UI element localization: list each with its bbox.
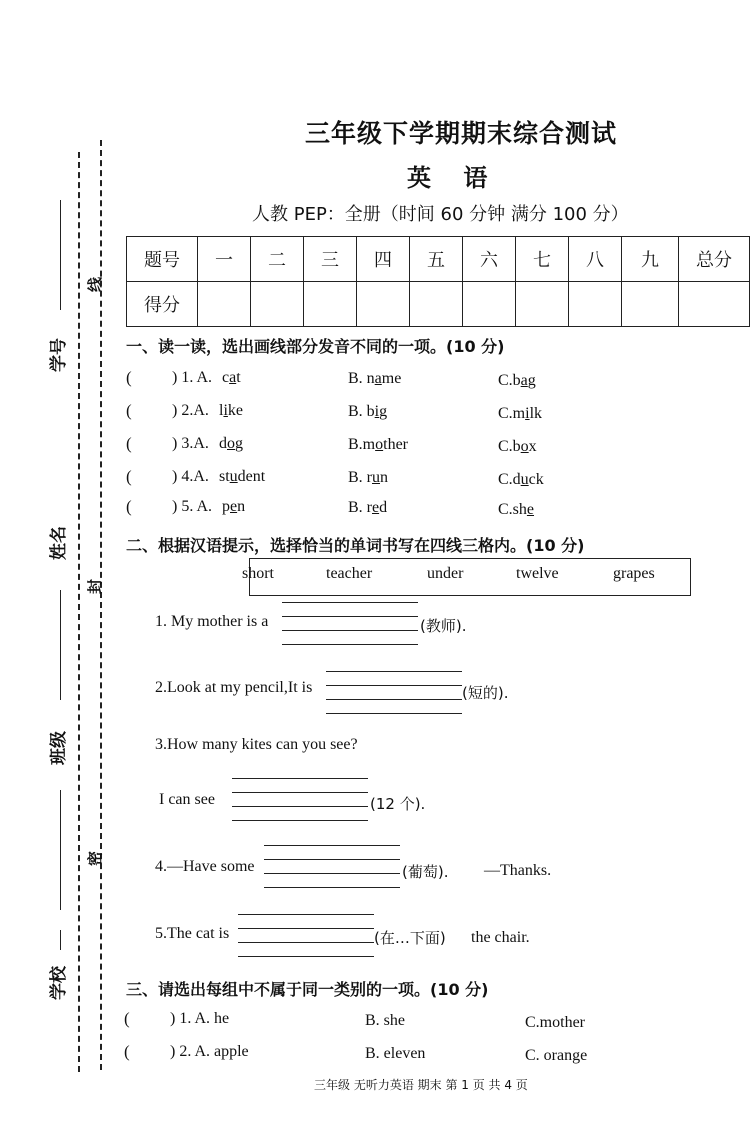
score-table-score-row [127,282,750,327]
class-label: 班级 [49,731,69,765]
score-table [126,236,750,327]
score-table-col: 一 [198,237,251,282]
four-line-writing-area[interactable] [232,778,368,822]
four-line-writing-area[interactable] [238,914,374,958]
question-tail: —Thanks. [484,862,552,879]
question-number: ) 1. A. [172,369,212,386]
option-c: C.she [498,501,535,518]
score-cell[interactable] [410,282,463,327]
section3-title: 三、请选出每组中不属于同一类别的一项。(10 分) [126,980,489,999]
school-line [60,930,61,950]
class-line [60,790,61,910]
question-text: 5.The cat is [155,925,230,942]
score-table-col: 三 [304,237,357,282]
option-b: B. run [348,469,388,486]
score-cell[interactable] [198,282,251,327]
question-text: ) 1. A. he [170,1010,230,1027]
score-table-col: 六 [463,237,516,282]
section2-title: 二、根据汉语提示，选择恰当的单词书写在四线三格内。(10 分) [126,536,585,555]
answer-bracket[interactable]: ( [124,1009,130,1028]
name-line [60,590,61,700]
score-table-col: 八 [569,237,622,282]
binding-dashed-line-outer [78,152,80,1072]
option-c: C.box [498,438,537,455]
score-table-col: 二 [251,237,304,282]
option-a: pen [222,498,246,515]
name-label: 姓名 [49,526,69,560]
option-c: C.mother [525,1014,585,1031]
word-bank-item: teacher [326,565,373,582]
option-c: C. orange [525,1047,588,1064]
score-cell[interactable] [516,282,569,327]
answer-bracket[interactable]: ( [126,497,132,516]
score-cell[interactable] [304,282,357,327]
page-footer: 三年级 无听力英语 期末 第 1 页 共 4 页 [314,1078,528,1092]
score-table-row-label: 题号 [127,237,198,282]
question-number: ) 4.A. [172,468,209,485]
answer-bracket[interactable]: ( [124,1042,130,1061]
question-number: ) 2.A. [172,402,209,419]
answer-bracket[interactable]: ( [126,368,132,387]
student-no-line [60,200,61,310]
option-b: B. name [348,370,402,387]
option-c: C.duck [498,471,544,488]
question-number: ) 3.A. [172,435,209,452]
close-mark: 密 [86,850,104,866]
seal-mark: 封 [86,578,104,594]
exam-subject: 英 语 [407,164,500,192]
question-text: 1. My mother is a [155,613,269,630]
four-line-writing-area[interactable] [326,671,462,715]
score-cell[interactable] [251,282,304,327]
option-b: B. she [365,1012,405,1029]
score-table-row-label: 得分 [127,282,198,327]
option-c: C.milk [498,405,543,422]
question-text: ) 2. A. apple [170,1043,249,1060]
student-no-label: 学号 [49,338,69,372]
word-bank-item: under [427,565,464,582]
score-cell[interactable] [463,282,516,327]
chinese-hint: (葡萄). [402,863,449,881]
word-bank-item: short [242,565,274,582]
exam-title: 三年级下学期期末综合测试 [305,119,618,148]
question-number: ) 5. A. [172,498,212,515]
question-text: 4.—Have some [155,858,255,875]
section1-title: 一、读一读，选出画线部分发音不同的一项。(10 分) [126,337,505,356]
option-b: B.mother [348,436,408,453]
score-table-col: 四 [357,237,410,282]
school-label: 学校 [49,966,69,1000]
exam-edition: 人教 PEP：全册（时间 60 分钟 满分 100 分） [252,204,629,225]
word-bank-item: grapes [613,565,655,582]
question-text: 3.How many kites can you see? [155,736,358,753]
chinese-hint: (12 个). [370,795,426,813]
score-table-col: 九 [622,237,679,282]
score-table-col: 五 [410,237,463,282]
word-bank [242,558,691,596]
four-line-writing-area[interactable] [264,845,400,889]
option-a: dog [219,435,243,452]
four-line-writing-area[interactable] [282,602,418,646]
question-tail: the chair. [471,929,530,946]
score-cell[interactable] [357,282,410,327]
chinese-hint: (在…下面) [374,929,446,947]
option-a: student [219,468,266,485]
option-b: B. red [348,499,388,516]
score-cell[interactable] [569,282,622,327]
score-table-col: 总分 [679,237,750,282]
chinese-hint: (教师). [420,617,467,635]
chinese-hint: (短的). [462,684,509,702]
score-cell[interactable] [679,282,750,327]
option-b: B. big [348,403,388,420]
option-b: B. eleven [365,1045,426,1062]
option-c: C.bag [498,372,536,389]
option-a: cat [222,369,241,386]
score-table-col: 七 [516,237,569,282]
line-mark: 线 [86,276,104,292]
word-bank-item: twelve [516,565,559,582]
answer-bracket[interactable]: ( [126,467,132,486]
question-text-sub: I can see [159,791,215,808]
score-table-header-row [127,237,750,282]
question-text: 2.Look at my pencil,It is [155,679,313,696]
answer-bracket[interactable]: ( [126,401,132,420]
score-cell[interactable] [622,282,679,327]
answer-bracket[interactable]: ( [126,434,132,453]
option-a: like [219,402,244,419]
